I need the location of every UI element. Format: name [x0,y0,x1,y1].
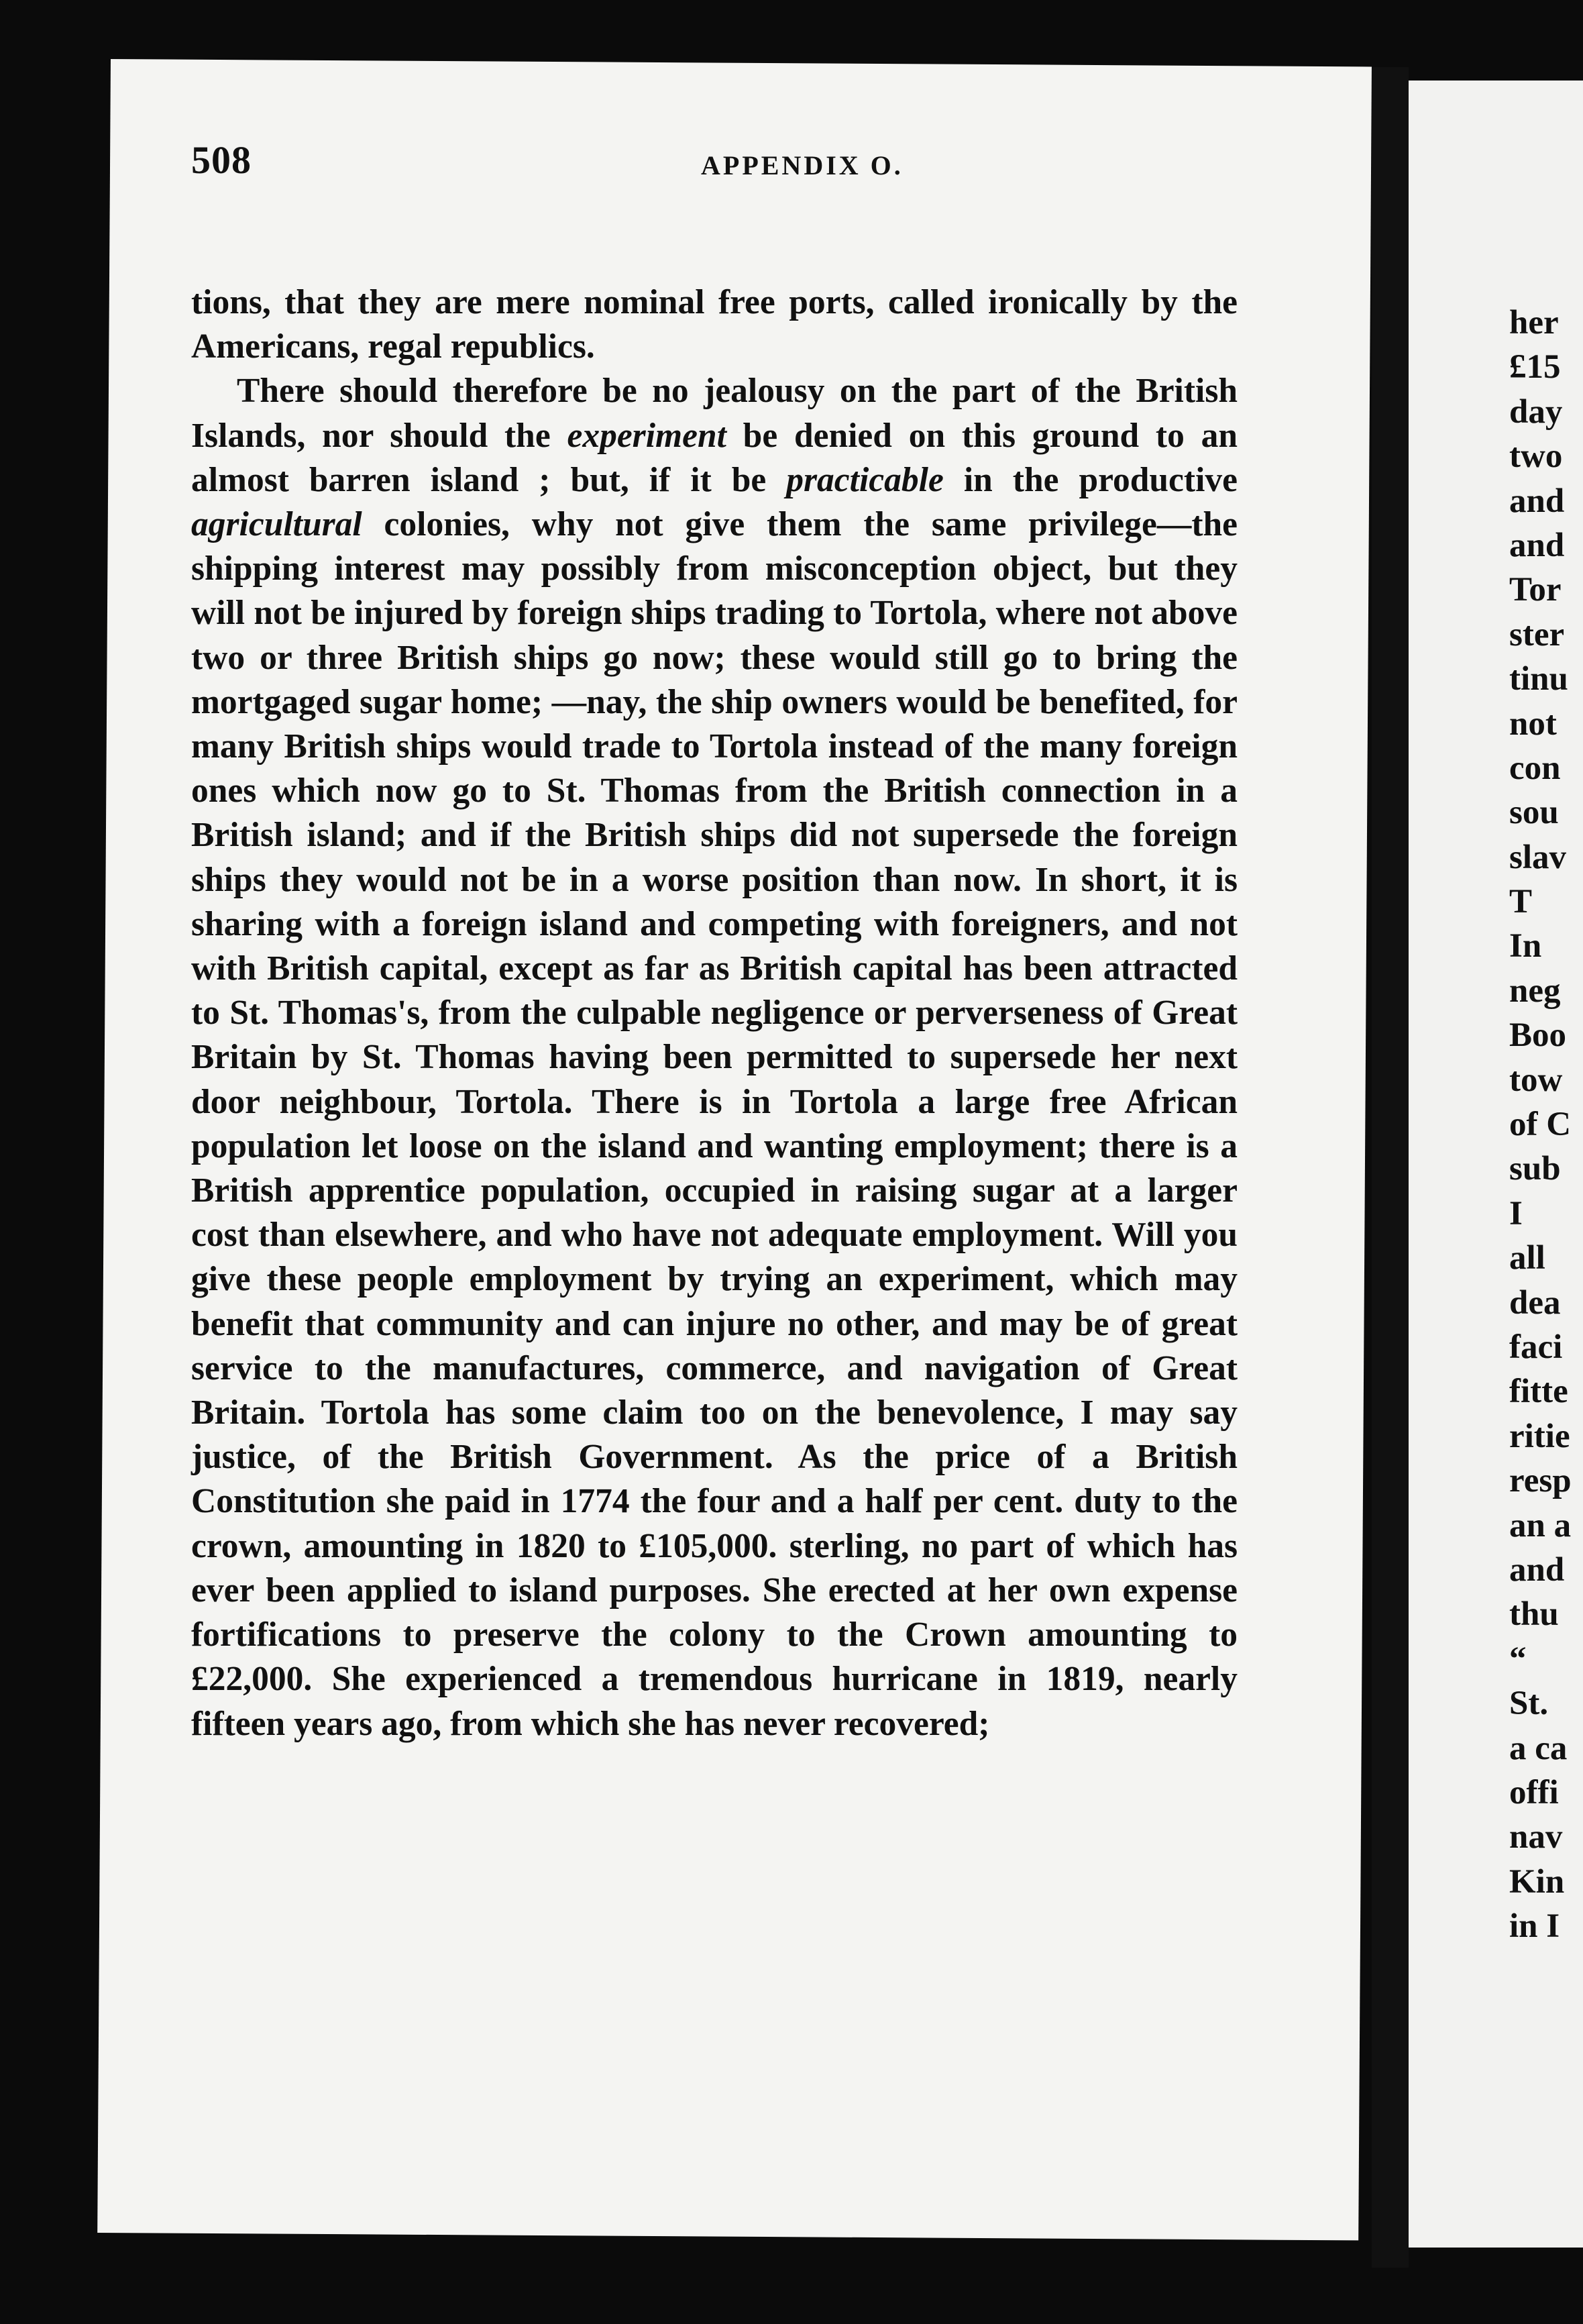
book-gutter [1372,67,1409,2268]
page-header [191,138,1238,191]
text-run: in the productive [943,460,1238,499]
facing-page-line: dea [1509,1283,1561,1322]
facing-page-line: ster [1509,615,1565,653]
facing-page-line: slav [1509,838,1567,876]
facing-page-line: and [1509,1550,1565,1589]
paragraph-main [191,369,1238,1746]
facing-page-line: Boo [1509,1016,1567,1055]
facing-page-line: all [1509,1239,1545,1277]
text-run: There should therefore be no jealousy on the part of the British Islands, nor should the [191,372,1238,455]
facing-page-line: nav [1509,1818,1563,1856]
paragraph-continuation: tions, that they are mere nominal free ports, called ironically by the Americans, regal republics. [191,283,1238,366]
facing-page-line: tow [1509,1061,1563,1099]
facing-page-line: and [1509,526,1565,564]
facing-page-line: offi [1509,1773,1559,1811]
facing-page-line: tinu [1509,660,1568,698]
italic-term: practicable [786,460,944,499]
facing-page-line: an a [1509,1506,1572,1544]
text-run: colonies, why not give them the same privilege—the shipping interest may possibly from misconception object, but they will not be injured by foreign ships trading to Tortola, where not above two or three British ships go now; these would still go to bring the mortgaged sugar home; —nay, the ship owners would be benefited, for many British ships would trade to Tortola instead of the many foreign ones which now go to St. Thomas from the British connection in a British island; and if the British ships did not supersede the foreign ships they would not be in a worse position than now. In short, it is sharing with a foreign island and competing with foreigners, and not with British capital, except as far as British capital has been attracted to St. Thomas's, from the culpable negligence or perverseness of Great Britain by St. Thomas having been permitted to supersede her next door neighbour, Tortola. There is in Tortola a large free African population let loose on the island and wanting employment; there is a British apprentice population, occupied in raising sugar at a larger cost than elsewhere, and who have not adequate employment. Will you give these people employment by trying an experiment, which may benefit that community and can injure no other, and may be of great service to the manufactures, commerce, and navigation of Great Britain. Tortola has some claim too on the benevolence, I may say justice, of the British Government. As the price of a British Constitution she paid in 1774 the four and a half per cent. duty to the crown, amounting in 1820 to £105,000. sterling, no part of which has ever been applied to island purposes. She erected at her own expense fortifications to preserve the colony to the Crown amounting to £22,000. She experienced a tremendous hurricane in 1819, nearly fifteen years ago, from which she has never recovered; [191,505,1238,1743]
body-text [191,280,1238,1746]
facing-page-line: fitte [1509,1373,1568,1411]
facing-page-line: resp [1509,1462,1572,1500]
italic-term: experiment [567,416,726,455]
facing-page-line: sub [1509,1150,1561,1188]
page-number: 508 [191,138,252,182]
facing-page-line: ritie [1509,1417,1570,1455]
facing-page-line: T [1509,883,1533,921]
facing-page-line: faci [1509,1328,1563,1366]
facing-page-line: in I [1509,1907,1560,1946]
running-head: APPENDIX O. [701,150,904,180]
facing-page-line: a ca [1509,1729,1568,1767]
facing-page-line: neg [1509,971,1561,1010]
facing-page-line: I [1509,1194,1523,1232]
facing-page-line: “ [1509,1640,1527,1678]
facing-page-line: of C [1509,1106,1572,1144]
facing-page-line: day [1509,392,1563,431]
facing-page-line: Tor [1509,571,1562,609]
facing-page-line: £15 [1509,348,1561,386]
facing-page-line: her [1509,304,1559,341]
facing-page-line: and [1509,482,1565,520]
facing-page-line: thu [1509,1595,1559,1634]
facing-page-line: con [1509,749,1561,787]
facing-page-line: St. [1509,1685,1549,1723]
text-run: be denied on this ground to an almost barren island ; but, if it be [191,416,1238,499]
facing-page-line: Kin [1509,1862,1565,1901]
facing-page-line: In [1509,927,1542,965]
facing-page-line: two [1509,437,1563,476]
facing-page-text [1509,301,1572,1948]
facing-page-line: not [1509,704,1557,743]
facing-page-line: sou [1509,794,1559,832]
italic-term: agricultural [191,505,362,544]
